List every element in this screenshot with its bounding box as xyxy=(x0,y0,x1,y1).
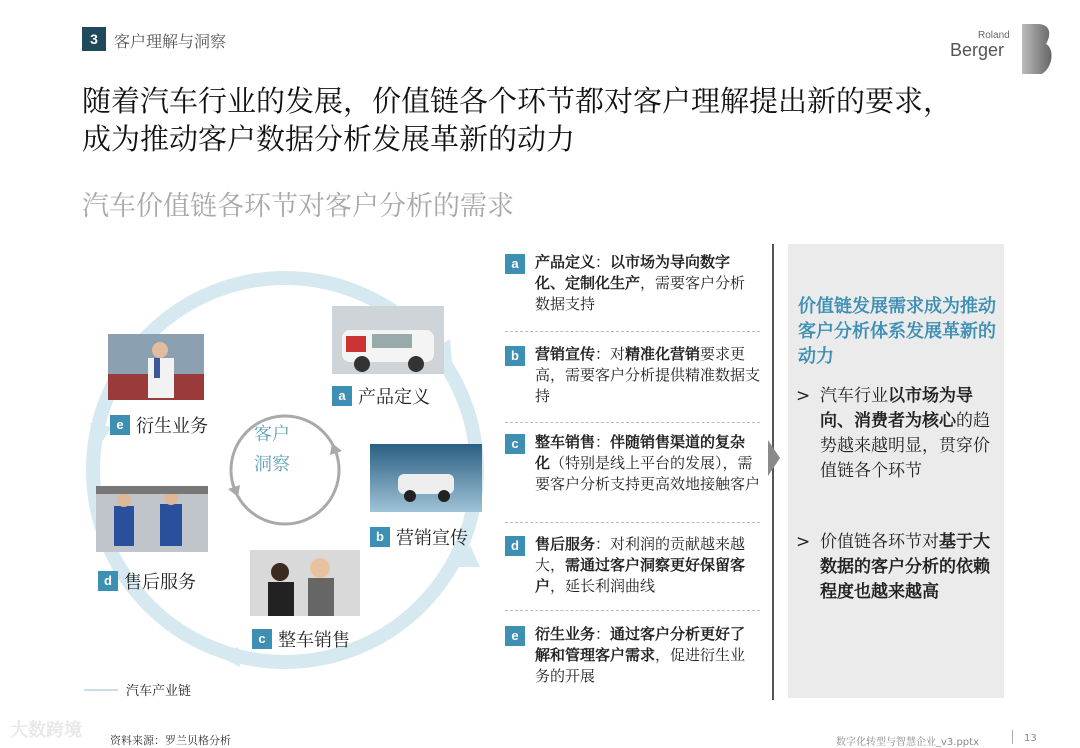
bullet-2-strong: 基于大数据的客户分析的依赖程度也越来越高 xyxy=(820,532,990,602)
item-d-lead: 售后服务 xyxy=(535,535,596,553)
center-line-1: 客户 xyxy=(254,424,290,445)
panel-bullet-2 xyxy=(796,530,996,605)
item-e-colon: ： xyxy=(595,625,611,643)
node-b-label: 营销宣传 xyxy=(396,528,468,549)
item-b-badge: b xyxy=(505,346,525,366)
item-a-rest: ，需要客户分析数据支持 xyxy=(535,274,746,313)
node-product-definition xyxy=(332,383,430,409)
divider-4 xyxy=(505,610,760,611)
section-title: 客户理解与洞察 xyxy=(114,32,227,51)
center-customer-insight xyxy=(222,402,322,502)
item-b-lead: 营销宣传 xyxy=(535,345,596,363)
source-note: 资料来源：罗兰贝格分析 xyxy=(110,734,231,747)
item-a-strong: 以市场为导向数字化、定制化生产 xyxy=(535,253,731,292)
item-c-badge: c xyxy=(505,434,525,454)
watermark: 大数跨境 xyxy=(10,720,82,741)
node-derivative-business xyxy=(110,412,208,438)
node-marketing xyxy=(370,524,468,550)
item-e-badge: e xyxy=(505,626,525,646)
chain-label-text: 汽车产业链 xyxy=(126,684,192,699)
bullet-arrow-icon: > xyxy=(796,532,811,552)
node-after-sales xyxy=(98,568,196,594)
footer-filename: 数字化转型与智慧企业_v3.pptx xyxy=(836,737,979,748)
node-e-badge: e xyxy=(110,415,130,435)
bullet-arrow-icon: > xyxy=(796,386,811,406)
node-e-label: 衍生业务 xyxy=(136,416,208,437)
vehicle-sales-photo xyxy=(250,550,360,616)
item-a-badge: a xyxy=(505,254,525,274)
title-line-2: 成为推动客户数据分析发展革新的动力 xyxy=(82,122,576,156)
node-b-badge: b xyxy=(370,527,390,547)
node-vehicle-sales xyxy=(252,626,350,652)
divider-1 xyxy=(505,331,760,332)
item-marketing xyxy=(505,344,760,407)
item-derivative-business xyxy=(505,624,760,687)
item-after-sales xyxy=(505,534,760,597)
item-d-colon: ：对利润的贡献越来越大， xyxy=(535,535,746,574)
section-number: 3 xyxy=(82,27,106,51)
center-line-2: 洞察 xyxy=(254,454,290,475)
slide-subtitle: 汽车价值链各环节对客户分析的需求 xyxy=(82,191,514,222)
node-d-label: 售后服务 xyxy=(124,572,196,593)
slide-title xyxy=(82,82,1042,158)
divider-3 xyxy=(505,522,760,523)
conclusion-panel xyxy=(788,244,1004,698)
footer-separator xyxy=(1012,730,1013,744)
panel-bullet-1 xyxy=(796,384,996,484)
item-c-lead: 整车销售 xyxy=(535,433,596,451)
item-b-rest: 要求更高，需要客户分析提供精准数据支持 xyxy=(535,345,761,405)
node-c-badge: c xyxy=(252,629,272,649)
item-b-strong: 精准化营销 xyxy=(625,345,701,363)
logo-b-mark-icon xyxy=(1020,22,1056,76)
page-number: 13 xyxy=(1024,733,1037,744)
product-definition-photo xyxy=(332,306,444,374)
divider-2 xyxy=(505,422,760,423)
title-line-1: 随着汽车行业的发展，价值链各个环节都对客户理解提出新的要求， xyxy=(82,84,953,118)
item-product-definition xyxy=(505,252,760,315)
bullet-2-pre: 价值链各环节对 xyxy=(820,532,939,552)
derivative-business-photo xyxy=(108,334,204,400)
item-e-lead: 衍生业务 xyxy=(535,625,596,643)
node-d-badge: d xyxy=(98,571,118,591)
item-c-rest: （特别是线上平台的发展），需要客户分析支持更高效地接触客户 xyxy=(535,454,761,493)
arrow-right-icon xyxy=(768,440,780,476)
node-c-label: 整车销售 xyxy=(278,630,350,651)
bullet-1-post: 的趋势越来越明显，贯穿价值链各个环节 xyxy=(820,411,990,481)
industry-chain-legend xyxy=(84,680,191,699)
node-a-label: 产品定义 xyxy=(358,387,430,408)
item-c-strong: 伴随销售渠道的复杂化 xyxy=(535,433,746,472)
chain-arrow-icon xyxy=(84,689,118,691)
item-b-colon: ：对 xyxy=(595,345,626,363)
node-a-badge: a xyxy=(332,386,352,406)
item-d-rest: ，延长利润曲线 xyxy=(550,577,656,595)
item-e-rest: ，促进衍生业务的开展 xyxy=(535,646,746,685)
panel-heading: 价值链发展需求成为推动客户分析体系发展革新的动力 xyxy=(798,296,996,367)
item-e-strong: 通过客户分析更好了解和管理客户需求 xyxy=(535,625,746,664)
after-sales-photo xyxy=(96,486,208,552)
bullet-1-strong: 以市场为导向、消费者为核心 xyxy=(820,386,973,431)
item-d-strong: 需通过客户洞察更好保留客户 xyxy=(535,556,746,595)
logo-small-text: Roland xyxy=(978,30,1010,41)
bullet-1-pre: 汽车行业 xyxy=(820,386,888,406)
marketing-photo xyxy=(370,444,482,512)
item-a-lead: 产品定义 xyxy=(535,253,596,271)
roland-berger-logo xyxy=(950,22,1056,78)
item-d-badge: d xyxy=(505,536,525,556)
item-c-colon: ： xyxy=(595,433,611,451)
item-vehicle-sales xyxy=(505,432,760,495)
logo-big-text: Berger xyxy=(950,40,1005,60)
item-a-colon: ： xyxy=(595,253,611,271)
